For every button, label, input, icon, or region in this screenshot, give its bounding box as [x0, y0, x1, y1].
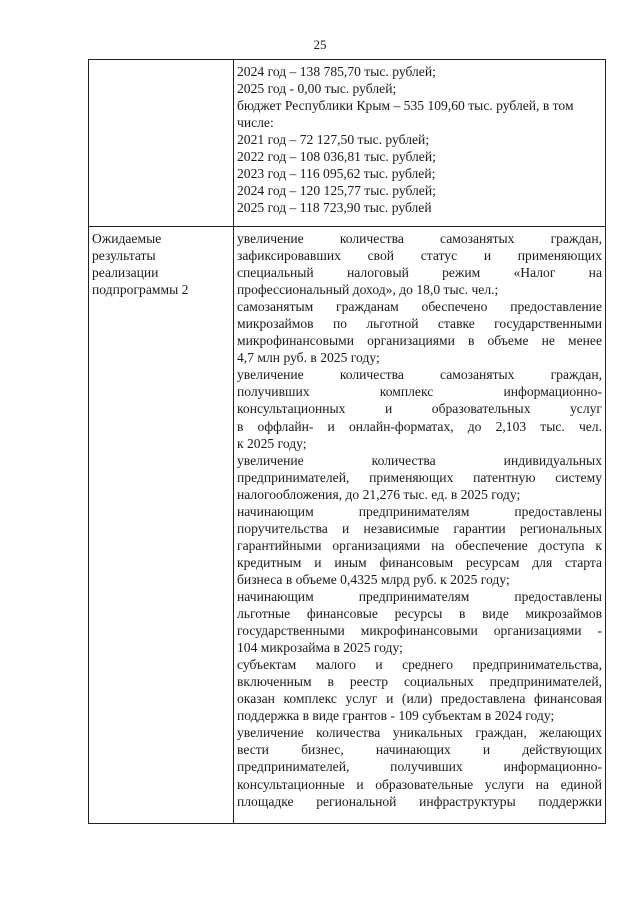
- text-line: субъектам малого и среднего предпринимательства,: [237, 657, 602, 673]
- text-line: получивших комплекс информационно-: [237, 384, 602, 400]
- text-line: государственными микрофинансовыми организациями -: [237, 623, 602, 639]
- text-line: 2025 год – 118 723,90 тыс. рублей: [237, 200, 432, 216]
- text-line: вести бизнес, начинающих и действующих: [237, 742, 602, 758]
- text-line: самозанятым гражданам обеспечено предоставление: [237, 299, 602, 315]
- text-line: 4,7 млн руб. в 2025 году;: [237, 350, 380, 366]
- text-line: зафиксировавших свой статус и применяющих: [237, 248, 602, 264]
- text-line: 2022 год – 108 036,81 тыс. рублей;: [237, 149, 436, 165]
- text-line: специальный налоговый режим «Налог на: [237, 265, 602, 281]
- table-row-expected-results: [89, 227, 606, 824]
- text-line: гарантийными организациями на обеспечение доступа к: [237, 537, 602, 553]
- text-line: поддержка в виде грантов - 109 субъектам в 2024 году;: [237, 708, 555, 724]
- text-line: площадке региональной инфраструктуры поддержки: [237, 793, 602, 809]
- text-line: числе:: [237, 115, 274, 131]
- text-line: в оффлайн- и онлайн-форматах, до 2,103 тыс. чел.: [237, 418, 602, 434]
- text-line: 2024 год – 138 785,70 тыс. рублей;: [237, 64, 436, 79]
- text-line: включенным в реестр социальных предпринимателей,: [237, 674, 602, 690]
- table-row-funding: [89, 60, 606, 227]
- text-line: 104 микрозайма в 2025 году;: [237, 640, 403, 656]
- text-line: бюджет Республики Крым – 535 109,60 тыс. рублей, в том: [237, 98, 574, 114]
- text-line: 2025 год - 0,00 тыс. рублей;: [237, 81, 397, 97]
- text-line: увеличение количества самозанятых граждан,: [237, 367, 602, 383]
- text-line: увеличение количества уникальных граждан, желающих: [237, 725, 602, 741]
- text-line: оказан комплекс услуг и (или) предоставлена финансовая: [237, 691, 602, 707]
- text-line: профессиональный доход», до 18,0 тыс. чел.;: [237, 282, 499, 298]
- text-line: увеличение количества самозанятых граждан,: [237, 231, 602, 246]
- funding-label-cell: [89, 60, 234, 227]
- text-line: льготные финансовые ресурсы в виде микрозаймов: [237, 606, 602, 622]
- text-line: консультационные и образовательные услуги на единой: [237, 776, 602, 792]
- funding-lines: [237, 63, 602, 216]
- results-label-line: результаты: [92, 248, 156, 264]
- text-line: 2021 год – 72 127,50 тыс. рублей;: [237, 132, 430, 148]
- text-line: к 2025 году;: [237, 435, 307, 451]
- text-line: налогообложения, до 21,276 тыс. ед. в 2025 году;: [237, 486, 521, 502]
- results-label-line: подпрограммы 2: [92, 282, 189, 298]
- text-line: микрозаймов по льготной ставке государственными: [237, 316, 602, 332]
- text-line: начинающим предпринимателям предоставлены: [237, 503, 602, 519]
- results-label-cell: [89, 227, 234, 824]
- text-line: микрофинансовыми организациями в объеме не менее: [237, 333, 602, 349]
- text-line: увеличение количества индивидуальных: [237, 452, 602, 468]
- results-lines: [237, 230, 602, 810]
- page-number: 25: [313, 37, 327, 52]
- text-line: предпринимателей, получивших информационно-: [237, 759, 602, 775]
- results-text-cell: [234, 227, 606, 824]
- text-line: 2023 год – 116 095,62 тыс. рублей;: [237, 166, 436, 182]
- funding-text-cell: [234, 60, 606, 227]
- text-line: поручительства и независимые гарантии региональных: [237, 520, 602, 536]
- text-line: предпринимателей, применяющих патентную систему: [237, 469, 602, 485]
- text-line: 2024 год – 120 125,77 тыс. рублей;: [237, 183, 436, 199]
- text-line: начинающим предпринимателям предоставлены: [237, 588, 602, 604]
- text-line: консультационных и образовательных услуг: [237, 401, 602, 417]
- subprogram-passport-table: [88, 59, 606, 824]
- text-line: кредитным и иным финансовым ресурсам для старта: [237, 554, 602, 570]
- results-label-line: Ожидаемые: [92, 231, 162, 246]
- text-line: бизнеса в объеме 0,4325 млрд руб. к 2025 году;: [237, 571, 510, 587]
- results-label-line: реализации: [92, 265, 159, 281]
